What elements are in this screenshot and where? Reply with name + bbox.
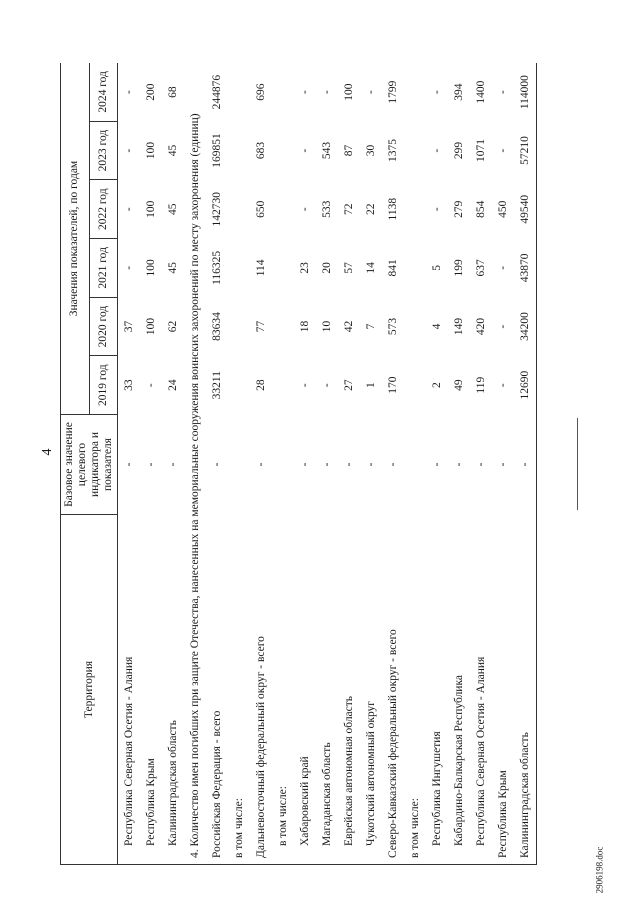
row-year-value: 42 [342,320,355,333]
header-year: 2019 год [89,356,118,415]
row-year-value: - [496,324,509,329]
table-body-top [118,63,185,865]
table-row [338,63,360,865]
row-year-value [272,121,294,180]
row-year-value [228,239,250,298]
row-year-value: 57210 [514,121,537,180]
row-territory: в том числе: [228,515,250,865]
row-base-value: - [496,462,509,467]
row-year-value: - [496,383,509,388]
row-year-value: 2 [430,382,443,389]
row-year-value: 7 [364,323,377,330]
header-year: 2023 год [89,121,118,180]
row-year-value: 1799 [382,63,404,121]
row-year-value: - [298,207,311,212]
row-year-value: - [122,207,135,212]
table-body-bottom [206,63,537,865]
row-base-value: - [342,462,355,467]
row-year-value: 142730 [210,191,223,227]
row-year-value: 22 [364,203,377,215]
row-year-value: 83634 [210,312,223,341]
row-base-value: - [452,462,465,467]
header-year: 2024 год [89,63,118,121]
row-year-value [272,356,294,415]
row-year-value: 33 [122,379,135,391]
row-year-value: 279 [452,200,465,218]
row-year-value: 77 [254,320,267,333]
row-year-value [404,297,426,356]
row-year-value [404,180,426,239]
footer-file-code: 2906198.doc [594,846,605,894]
table-row [470,63,492,865]
row-year-value [272,180,294,239]
row-year-value: 119 [474,376,487,394]
row-year-value: 68 [162,63,184,121]
row-year-value: 23 [298,262,311,274]
header-year: 2020 год [89,297,118,356]
row-year-value: 5 [430,264,443,271]
table-row [206,63,228,865]
row-base-value: - [122,462,135,467]
row-territory: Хабаровский край [294,515,316,865]
row-year-value: 100 [144,259,157,277]
row-territory: Кабардино-Балкарская Республика [448,515,470,865]
table-row [448,63,470,865]
row-year-value: 100 [144,141,157,160]
indicators-table [60,63,537,865]
row-year-value: 20 [320,262,333,274]
row-year-value: 49540 [514,180,537,239]
row-year-value: 27 [342,379,355,391]
row-year-value [404,239,426,298]
row-base-value: - [474,462,487,467]
row-base-value: - [144,462,157,467]
row-territory: Дальневосточный федеральный округ - всего [250,515,272,865]
row-year-value [272,63,294,121]
table-row [294,63,316,865]
row-year-value: - [298,148,311,153]
row-year-value: 841 [386,259,399,277]
row-year-value: 33211 [210,371,223,400]
header-year: 2021 год [89,239,118,298]
row-year-value: 199 [452,259,465,277]
row-year-value: 543 [320,141,333,160]
table-row [426,63,448,865]
row-base-value: - [514,415,537,515]
row-base-value: - [364,462,377,467]
row-year-value [272,239,294,298]
row-year-value: 854 [474,200,487,218]
row-territory: Северо-Кавказский федеральный округ - всего [382,515,404,865]
row-year-value: - [298,383,311,388]
row-year-value: - [430,207,443,212]
section-title: 4. Количество имен погибших при защите Отечества, нанесенных на мемориальные сооружения воинских захоронений по месту захоронения (единиц) [184,63,206,865]
row-base-value: - [166,462,179,467]
row-year-value: 62 [166,320,179,333]
header-year: 2022 год [89,180,118,239]
row-year-value: 420 [474,317,487,336]
row-year-value: - [316,63,338,121]
row-year-value: 637 [474,259,487,277]
row-base-value [228,415,250,515]
row-year-value: 683 [254,141,267,160]
row-year-value [228,63,250,121]
table-row [382,63,404,865]
row-year-value [228,180,250,239]
row-base-value: - [210,462,223,467]
row-year-value: 394 [448,63,470,121]
row-year-value: 45 [166,144,179,157]
row-year-value: 87 [342,144,355,157]
table-row [118,63,141,865]
row-year-value: - [118,63,141,121]
row-year-value: 650 [254,200,267,218]
row-year-value: - [492,63,514,121]
table-row [162,63,184,865]
row-year-value: 72 [342,203,355,215]
row-base-value: - [320,462,333,467]
row-year-value: - [320,383,333,388]
row-year-value: - [430,148,443,153]
row-year-value: 200 [140,63,162,121]
row-year-value: - [122,148,135,153]
row-year-value: 169851 [210,133,223,168]
table-row [514,63,537,865]
row-year-value: 12690 [514,356,537,415]
row-territory: в том числе: [404,515,426,865]
row-base-value: - [254,462,267,467]
table-header [61,63,118,865]
row-year-value [404,356,426,415]
row-territory: Еврейская автономная область [338,515,360,865]
row-year-value: 1138 [386,197,399,221]
row-year-value: 30 [364,144,377,157]
row-year-value: 299 [452,141,465,160]
row-territory: Калининградская область [514,515,537,865]
row-territory: Республика Ингушетия [426,515,448,865]
row-year-value: 18 [298,320,311,333]
row-year-value: 37 [122,320,135,333]
table-row [228,63,250,865]
row-base-value [404,415,426,515]
row-year-value: - [360,63,382,121]
row-year-value: 533 [320,200,333,218]
row-year-value: - [496,148,509,153]
row-year-value: 1 [364,382,377,389]
row-territory: Республика Северная Осетия - Алания [118,515,141,865]
row-year-value: 573 [386,317,399,336]
row-territory: Магаданская область [316,515,338,865]
row-year-value: 114000 [514,63,537,121]
row-year-value [228,121,250,180]
row-year-value: 57 [342,262,355,274]
row-territory: Чукотский автономный округ [360,515,382,865]
table-row [360,63,382,865]
row-year-value: 100 [144,317,157,336]
table-container [60,63,590,865]
row-year-value: 1400 [470,63,492,121]
row-year-value: 1071 [474,139,487,163]
row-base-value: - [386,462,399,467]
table-row [492,63,514,865]
rotated-table [60,63,590,865]
row-year-value: 43870 [514,239,537,298]
row-year-value [404,121,426,180]
table-row [316,63,338,865]
row-year-value: - [144,383,157,388]
row-year-value: 45 [166,262,179,274]
row-year-value: - [496,265,509,270]
row-year-value: 45 [166,203,179,215]
row-territory: Калининградская область [162,515,184,865]
page-number: 4 [40,448,55,456]
table-row [404,63,426,865]
row-year-value: 149 [452,317,465,336]
row-base-value [272,415,294,515]
row-year-value: 34200 [514,297,537,356]
row-year-value: 4 [430,323,443,330]
header-territory: Территория [61,515,118,865]
row-year-value [404,63,426,121]
row-year-value: - [294,63,316,121]
table-row [140,63,162,865]
row-base-value: - [298,462,311,467]
row-territory: Российская Федерация - всего [206,515,228,865]
row-year-value: 170 [386,376,399,394]
row-base-value: - [430,462,443,467]
row-year-value: 14 [364,262,377,274]
table-row [250,63,272,865]
header-base-value: Базовое значение целевого индикатора и показателя [61,415,118,515]
row-year-value: 100 [338,63,360,121]
row-year-value [228,356,250,415]
row-year-value: 100 [144,200,157,218]
row-year-value: 244876 [206,63,228,121]
row-year-value: 450 [496,200,509,218]
row-territory: Республика Крым [140,515,162,865]
row-year-value: 24 [166,379,179,391]
row-territory: Республика Крым [492,515,514,865]
row-year-value: 28 [254,379,267,391]
row-year-value [228,297,250,356]
row-territory: Республика Северная Осетия - Алания [470,515,492,865]
table-section [184,63,206,865]
row-year-value: - [426,63,448,121]
row-year-value: 1375 [386,139,399,163]
row-year-value: 10 [320,320,333,333]
row-year-value: 49 [452,379,465,391]
row-territory: в том числе: [272,515,294,865]
table-row [272,63,294,865]
row-year-value: 696 [250,63,272,121]
row-year-value: 116325 [210,250,223,285]
header-values-by-year: Значения показателей, по годам [61,63,90,415]
row-year-value: 114 [254,259,267,277]
row-year-value: - [122,265,135,270]
row-year-value [272,297,294,356]
